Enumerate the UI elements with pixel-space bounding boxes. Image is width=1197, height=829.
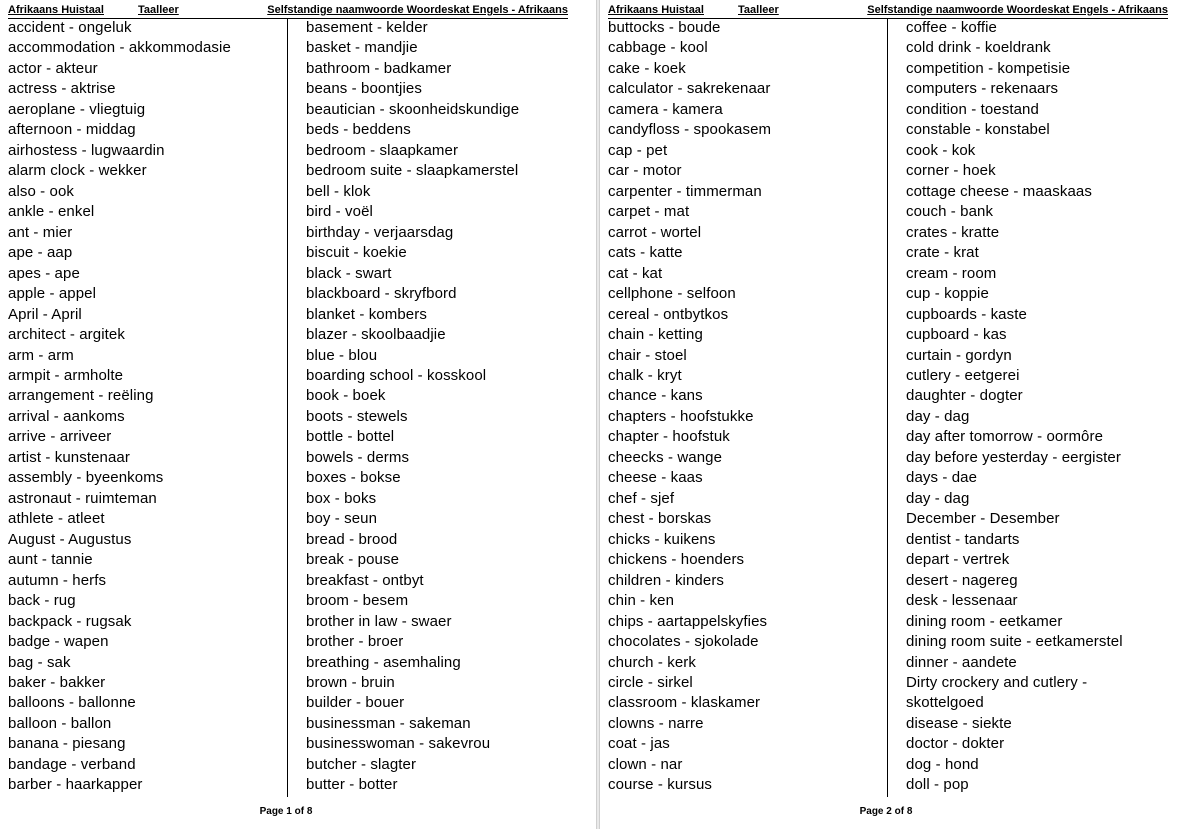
vocabulary-entry: couch - bank <box>906 203 994 221</box>
vocabulary-column-left <box>8 18 298 796</box>
vocabulary-entry: basement - kelder <box>306 19 428 36</box>
vocabulary-entry: church - kerk <box>608 653 696 671</box>
page-number: Page 2 of 8 <box>859 806 913 817</box>
vocabulary-entry: cereal - ontbytkos <box>608 305 729 323</box>
header-title: Selfstandige naamwoorde Woordeskat Engels - Afrikaans <box>867 4 1168 16</box>
vocabulary-entry: cats - katte <box>608 244 683 262</box>
vocabulary-entry: constable - konstabel <box>906 121 1050 139</box>
vocabulary-entry: brother in law - swaer <box>306 612 452 630</box>
header-category: Taalleer <box>138 4 179 16</box>
vocabulary-entry: brown - bruin <box>306 674 395 691</box>
vocabulary-entry: beds - beddens <box>306 121 411 139</box>
vocabulary-entry: cap - pet <box>608 141 668 159</box>
vocabulary-entry: arrival - aankoms <box>8 407 125 425</box>
vocabulary-entry: aunt - tannie <box>8 551 93 569</box>
vocabulary-entry: accident - ongeluk <box>8 19 132 36</box>
vocabulary-entry: carrot - wortel <box>608 223 702 241</box>
vocabulary-entry: apple - appel <box>8 285 97 303</box>
vocabulary-entry: days - dae <box>906 469 978 487</box>
vocabulary-entry: butter - botter <box>306 776 398 794</box>
header-title: Selfstandige naamwoorde Woordeskat Engels - Afrikaans <box>267 4 568 16</box>
document-page-1 <box>0 0 596 829</box>
vocabulary-entry: balloons - ballonne <box>8 694 136 712</box>
vocabulary-entry: barber - haarkapper <box>8 776 143 794</box>
vocabulary-entry: dinner - aandete <box>906 653 1017 671</box>
vocabulary-entry: dentist - tandarts <box>906 530 1020 548</box>
vocabulary-entry: coffee - koffie <box>906 19 998 36</box>
vocabulary-column-right <box>306 18 596 796</box>
vocabulary-entry: brother - broer <box>306 633 404 651</box>
vocabulary-entry: doll - pop <box>906 776 969 794</box>
vocabulary-entry: blackboard - skryfbord <box>306 285 457 303</box>
vocabulary-entry: dining room suite - eetkamerstel <box>906 633 1123 651</box>
vocabulary-entry: bag - sak <box>8 653 71 671</box>
vocabulary-entry: biscuit - koekie <box>306 244 407 262</box>
vocabulary-entry: bedroom - slaapkamer <box>306 141 459 159</box>
vocabulary-entry: candyfloss - spookasem <box>608 121 772 139</box>
vocabulary-entry: chalk - kryt <box>608 366 682 384</box>
vocabulary-entry: clowns - narre <box>608 714 704 732</box>
vocabulary-entry: cabbage - kool <box>608 39 708 57</box>
vocabulary-entry: ape - aap <box>8 244 73 262</box>
vocabulary-entry: classroom - klaskamer <box>608 694 761 712</box>
vocabulary-entry: ant - mier <box>8 223 73 241</box>
vocabulary-entry: builder - bouer <box>306 694 405 712</box>
vocabulary-entry: boy - seun <box>306 510 378 528</box>
vocabulary-entry: calculator - sakrekenaar <box>608 80 771 98</box>
vocabulary-entry: chocolates - sjokolade <box>608 633 759 651</box>
vocabulary-entry: boots - stewels <box>306 407 408 425</box>
vocabulary-entry: blanket - kombers <box>306 305 427 323</box>
vocabulary-entry: competition - kompetisie <box>906 59 1071 77</box>
vocabulary-entry: bottle - bottel <box>306 428 395 446</box>
vocabulary-entry: back - rug <box>8 592 76 610</box>
vocabulary-entry: bowels - derms <box>306 448 410 466</box>
vocabulary-entry: car - motor <box>608 162 682 180</box>
vocabulary-entry: breathing - asemhaling <box>306 653 461 671</box>
vocabulary-entry: chapter - hoofstuk <box>608 428 730 446</box>
column-divider <box>287 19 288 797</box>
vocabulary-entry: desert - nagereg <box>906 571 1018 589</box>
vocabulary-entry: cold drink - koeldrank <box>906 39 1051 57</box>
header-category: Taalleer <box>738 4 779 16</box>
vocabulary-entry: bread - brood <box>306 530 398 548</box>
vocabulary-entry: condition - toestand <box>906 100 1039 118</box>
vocabulary-entry: cup - koppie <box>906 285 989 303</box>
vocabulary-entry: day before yesterday - eergister <box>906 448 1121 466</box>
vocabulary-entry: businesswoman - sakevrou <box>306 735 491 753</box>
vocabulary-entry: afternoon - middag <box>8 121 136 139</box>
vocabulary-entry: break - pouse <box>306 551 400 569</box>
vocabulary-entry: cream - room <box>906 264 997 282</box>
header-subject: Afrikaans Huistaal <box>8 4 104 16</box>
vocabulary-entry: cake - koek <box>608 59 686 77</box>
vocabulary-entry: blazer - skoolbaadjie <box>306 326 446 344</box>
vocabulary-entry: bell - klok <box>306 182 371 200</box>
vocabulary-entry: arrive - arriveer <box>8 428 112 446</box>
vocabulary-entry: banana - piesang <box>8 735 126 753</box>
vocabulary-entry: camera - kamera <box>608 100 723 118</box>
vocabulary-column-right <box>906 18 1196 796</box>
vocabulary-entry: chapters - hoofstukke <box>608 407 754 425</box>
vocabulary-entry: chef - sjef <box>608 489 675 507</box>
vocabulary-entry: actress - aktrise <box>8 80 116 98</box>
vocabulary-entry: autumn - herfs <box>8 571 107 589</box>
vocabulary-entry: broom - besem <box>306 592 409 610</box>
vocabulary-entry: boxes - bokse <box>306 469 401 487</box>
vocabulary-entry: chest - borskas <box>608 510 712 528</box>
vocabulary-entry: balloon - ballon <box>8 714 112 732</box>
vocabulary-entry: aeroplane - vliegtuig <box>8 100 146 118</box>
header-subject: Afrikaans Huistaal <box>608 4 704 16</box>
vocabulary-entry: basket - mandjie <box>306 39 418 57</box>
vocabulary-entry: birthday - verjaarsdag <box>306 223 454 241</box>
vocabulary-entry: assembly - byeenkoms <box>8 469 164 487</box>
vocabulary-entry: baker - bakker <box>8 674 106 691</box>
vocabulary-entry: actor - akteur <box>8 59 98 77</box>
vocabulary-entry: beautician - skoonheidskundige <box>306 100 520 118</box>
vocabulary-entry: April - April <box>8 305 82 323</box>
vocabulary-column-left <box>608 18 898 796</box>
vocabulary-entry: bathroom - badkamer <box>306 59 452 77</box>
vocabulary-entry: chair - stoel <box>608 346 687 364</box>
vocabulary-entry: bedroom suite - slaapkamerstel <box>306 162 519 180</box>
vocabulary-entry: cat - kat <box>608 264 663 282</box>
vocabulary-entry: August - Augustus <box>8 530 132 548</box>
vocabulary-entry: dining room - eetkamer <box>906 612 1063 630</box>
vocabulary-entry: arrangement - reëling <box>8 387 154 405</box>
vocabulary-entry: Dirty crockery and cutlery - <box>906 674 1088 691</box>
vocabulary-entry: cheese - kaas <box>608 469 703 487</box>
vocabulary-entry: skottelgoed <box>906 694 984 712</box>
vocabulary-entry: December - Desember <box>906 510 1060 528</box>
vocabulary-entry: disease - siekte <box>906 714 1012 732</box>
vocabulary-entry: airhostess - lugwaardin <box>8 141 165 159</box>
vocabulary-entry: crates - kratte <box>906 223 1000 241</box>
vocabulary-entry: daughter - dogter <box>906 387 1023 405</box>
vocabulary-entry: cutlery - eetgerei <box>906 366 1020 384</box>
vocabulary-entry: course - kursus <box>608 776 713 794</box>
vocabulary-entry: chicks - kuikens <box>608 530 716 548</box>
vocabulary-entry: desk - lessenaar <box>906 592 1018 610</box>
vocabulary-entry: bird - voël <box>306 203 373 221</box>
vocabulary-entry: ankle - enkel <box>8 203 95 221</box>
vocabulary-entry: blue - blou <box>306 346 378 364</box>
vocabulary-entry: cellphone - selfoon <box>608 285 736 303</box>
vocabulary-entry: carpet - mat <box>608 203 690 221</box>
vocabulary-entry: cupboard - kas <box>906 326 1007 344</box>
vocabulary-entry: chips - aartappelskyfies <box>608 612 768 630</box>
vocabulary-entry: apes - ape <box>8 264 80 282</box>
vocabulary-entry: depart - vertrek <box>906 551 1010 569</box>
vocabulary-entry: children - kinders <box>608 571 725 589</box>
vocabulary-entry: arm - arm <box>8 346 74 364</box>
vocabulary-entry: crate - krat <box>906 244 979 262</box>
vocabulary-entry: chain - ketting <box>608 326 703 344</box>
page-number: Page 1 of 8 <box>259 806 313 817</box>
vocabulary-entry: cook - kok <box>906 141 976 159</box>
vocabulary-entry: chickens - hoenders <box>608 551 745 569</box>
vocabulary-entry: also - ook <box>8 182 75 200</box>
vocabulary-entry: chin - ken <box>608 592 675 610</box>
vocabulary-entry: astronaut - ruimteman <box>8 489 157 507</box>
vocabulary-entry: carpenter - timmerman <box>608 182 762 200</box>
vocabulary-entry: box - boks <box>306 489 377 507</box>
vocabulary-entry: backpack - rugsak <box>8 612 132 630</box>
vocabulary-entry: day after tomorrow - oormôre <box>906 428 1104 446</box>
vocabulary-entry: day - dag <box>906 407 970 425</box>
vocabulary-entry: architect - argitek <box>8 326 125 344</box>
vocabulary-entry: beans - boontjies <box>306 80 422 98</box>
vocabulary-entry: alarm clock - wekker <box>8 162 147 180</box>
vocabulary-entry: clown - nar <box>608 755 683 773</box>
vocabulary-entry: day - dag <box>906 489 970 507</box>
vocabulary-entry: bandage - verband <box>8 755 136 773</box>
vocabulary-entry: book - boek <box>306 387 386 405</box>
vocabulary-entry: curtain - gordyn <box>906 346 1012 364</box>
vocabulary-entry: black - swart <box>306 264 392 282</box>
vocabulary-entry: coat - jas <box>608 735 670 753</box>
vocabulary-entry: doctor - dokter <box>906 735 1005 753</box>
vocabulary-entry: buttocks - boude <box>608 19 721 36</box>
vocabulary-entry: boarding school - kosskool <box>306 366 487 384</box>
vocabulary-entry: breakfast - ontbyt <box>306 571 424 589</box>
vocabulary-entry: corner - hoek <box>906 162 996 180</box>
vocabulary-entry: dog - hond <box>906 755 979 773</box>
vocabulary-entry: badge - wapen <box>8 633 109 651</box>
vocabulary-entry: computers - rekenaars <box>906 80 1059 98</box>
vocabulary-entry: cottage cheese - maaskaas <box>906 182 1092 200</box>
vocabulary-entry: accommodation - akkommodasie <box>8 39 231 57</box>
vocabulary-entry: businessman - sakeman <box>306 714 471 732</box>
document-page-2 <box>600 0 1196 829</box>
vocabulary-entry: athlete - atleet <box>8 510 105 528</box>
vocabulary-entry: cheecks - wange <box>608 448 723 466</box>
vocabulary-entry: circle - sirkel <box>608 674 693 691</box>
column-divider <box>887 19 888 797</box>
vocabulary-entry: cupboards - kaste <box>906 305 1027 323</box>
vocabulary-entry: armpit - armholte <box>8 366 124 384</box>
vocabulary-entry: butcher - slagter <box>306 755 417 773</box>
vocabulary-entry: chance - kans <box>608 387 703 405</box>
vocabulary-entry: artist - kunstenaar <box>8 448 130 466</box>
